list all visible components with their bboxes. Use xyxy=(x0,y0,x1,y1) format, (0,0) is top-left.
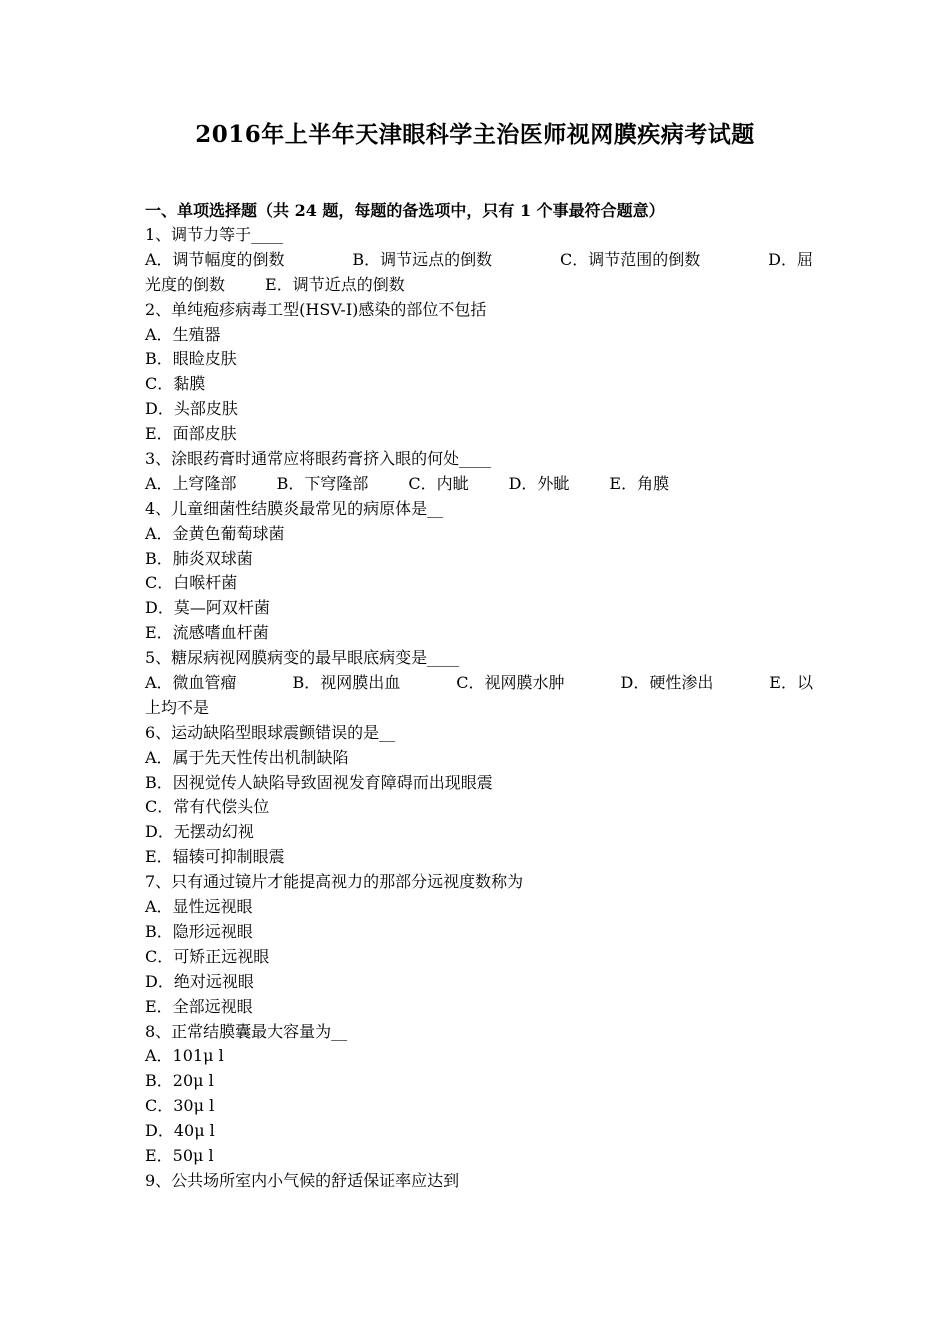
option-a: A．金黄色葡萄球菌 xyxy=(145,523,285,543)
question-1-stem: 1、调节力等于____ xyxy=(145,225,284,244)
option-e-continued: 上均不是 xyxy=(145,697,210,717)
option-d: D．40μ l xyxy=(145,1121,215,1141)
option-b: B．隐形远视眼 xyxy=(145,921,253,941)
option-d: D．莫—阿双杆菌 xyxy=(145,598,270,618)
option-e: E．流感嗜血杆菌 xyxy=(145,623,269,643)
question-9-stem: 9、公共场所室内小气候的舒适保证率应达到 xyxy=(145,1170,460,1190)
option-d: D．屈 xyxy=(768,249,813,269)
option-e: E．面部皮肤 xyxy=(145,424,237,444)
option-b: B．因视觉传人缺陷导致固视发育障碍而出现眼震 xyxy=(145,772,493,792)
option-c: C．黏膜 xyxy=(145,374,206,394)
question-8-stem: 8、正常结膜囊最大容量为__ xyxy=(145,1021,348,1041)
option-d-continued: 光度的倒数 xyxy=(145,274,226,294)
option-e: E．以 xyxy=(769,673,813,693)
option-e: E．全部远视眼 xyxy=(145,996,253,1016)
question-2-stem: 2、单纯疱疹病毒工型(HSV-I)感染的部位不包括 xyxy=(145,299,487,319)
question-5-options-row-1 xyxy=(145,671,813,696)
option-e: E．角膜 xyxy=(609,473,670,493)
option-a: A．上穹隆部 xyxy=(145,473,237,493)
exam-content xyxy=(145,198,813,1194)
option-c: C．常有代偿头位 xyxy=(145,797,270,817)
option-a: A．显性远视眼 xyxy=(145,897,253,917)
option-b: B．调节远点的倒数 xyxy=(352,249,493,269)
option-b: B．眼睑皮肤 xyxy=(145,349,237,369)
option-e: E．调节近点的倒数 xyxy=(265,274,405,294)
option-c: C．30μ l xyxy=(145,1096,215,1116)
option-e: E．50μ l xyxy=(145,1145,214,1165)
option-c: C．调节范围的倒数 xyxy=(560,249,701,269)
option-a: A．生殖器 xyxy=(145,324,221,344)
option-b: B．20μ l xyxy=(145,1071,214,1091)
option-a: A．属于先天性传出机制缺陷 xyxy=(145,747,349,767)
question-5-stem: 5、糖尿病视网膜病变的最早眼底病变是____ xyxy=(145,648,460,668)
option-d: D．绝对远视眼 xyxy=(145,971,254,991)
option-c: C．视网膜水肿 xyxy=(456,673,565,693)
option-c: C．内眦 xyxy=(408,473,469,493)
section-heading: 一、单项选择题（共 24 题，每题的备选项中，只有 1 个事最符合题意） xyxy=(145,201,665,220)
option-e: E．辐辏可抑制眼震 xyxy=(145,847,285,867)
question-1-options-row-2 xyxy=(145,273,813,298)
option-a: A．调节幅度的倒数 xyxy=(145,249,285,269)
question-3-options-row xyxy=(145,472,813,497)
option-b: B．肺炎双球菌 xyxy=(145,548,253,568)
question-6-stem: 6、运动缺陷型眼球震颤错误的是__ xyxy=(145,722,396,742)
document-title: 2016年上半年天津眼科学主治医师视网膜疾病考试题 xyxy=(195,121,755,148)
option-d: D．外眦 xyxy=(508,473,570,493)
option-d: D．头部皮肤 xyxy=(145,399,238,419)
option-a: A．101μ l xyxy=(145,1046,224,1066)
question-7-stem: 7、只有通过镜片才能提高视力的那部分远视度数称为 xyxy=(145,872,524,892)
question-1-options-row-1 xyxy=(145,248,813,273)
option-b: B．下穹隆部 xyxy=(276,473,369,493)
question-3-stem: 3、涂眼药膏时通常应将眼药膏挤入眼的何处____ xyxy=(145,449,492,469)
option-c: C．白喉杆菌 xyxy=(145,573,238,593)
option-d: D．无摆动幻视 xyxy=(145,822,254,842)
option-b: B．视网膜出血 xyxy=(292,673,401,693)
option-d: D．硬性渗出 xyxy=(620,673,714,693)
option-c: C．可矫正远视眼 xyxy=(145,946,270,966)
question-4-stem: 4、儿童细菌性结膜炎最常见的病原体是__ xyxy=(145,498,444,518)
option-a: A．微血管瘤 xyxy=(145,673,237,693)
